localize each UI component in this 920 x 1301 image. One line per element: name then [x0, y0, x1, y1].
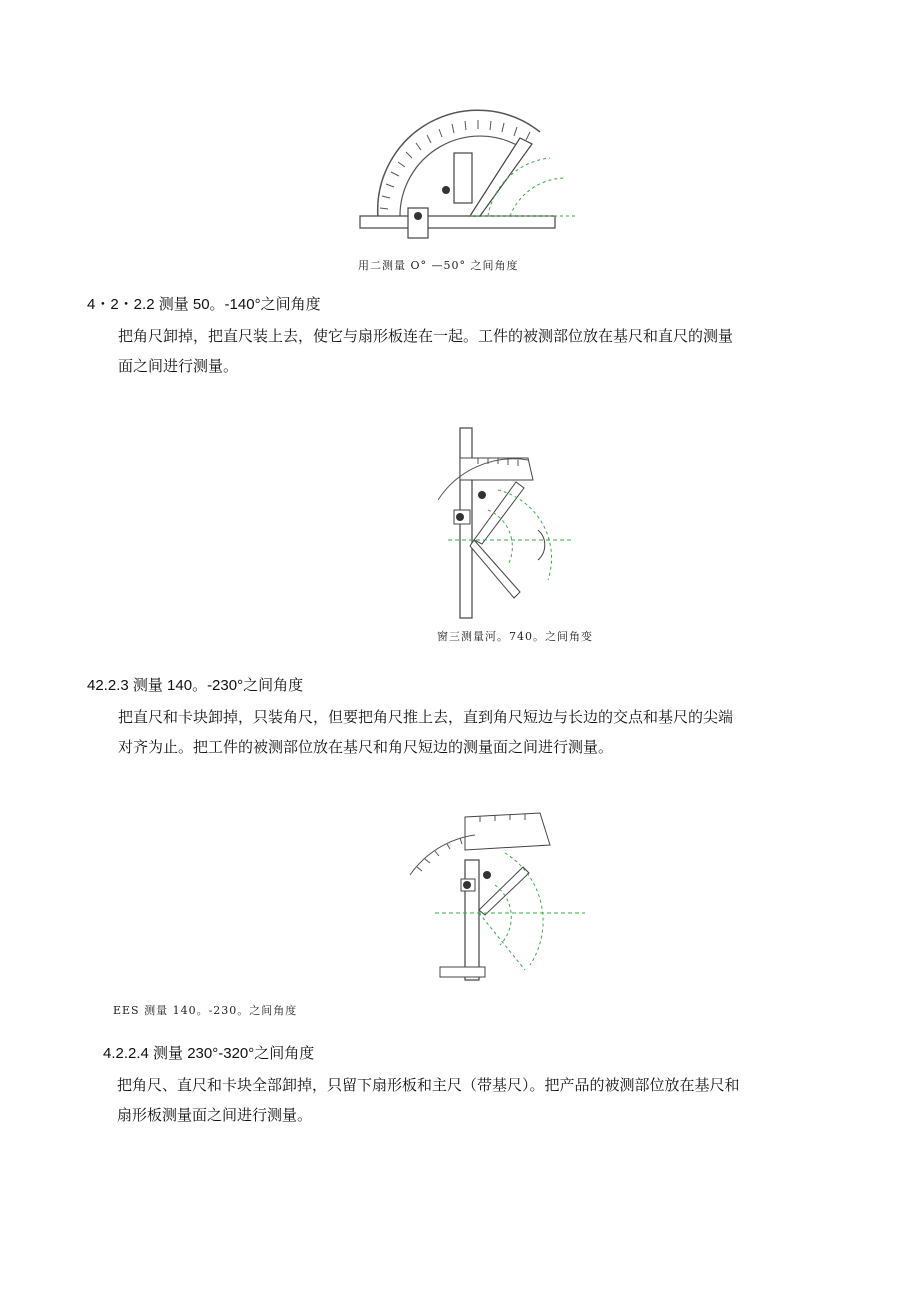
figure-1-caption: 用二测量 O° —50° 之间角度 [358, 259, 519, 272]
protractor-figure-3 [405, 805, 590, 985]
section-heading-4-2-2-2: 4・2・2.2 测量 50。-140°之间角度 [87, 296, 321, 313]
section-paragraph-4-2-2-2 [118, 321, 838, 381]
paragraph-line: 把直尺和卡块卸掉，只装角尺，但要把角尺推上去，直到角尺短边与长边的交点和基尺的尖端 [118, 708, 734, 726]
section-paragraph-4-2-2-3 [118, 702, 838, 762]
figure-2-caption: 窗三测量河。740。之间角变 [437, 630, 593, 643]
protractor-figure-1 [350, 108, 590, 243]
section-heading-4-2-2-4: 4.2.2.4 测量 230°-320°之间角度 [103, 1045, 315, 1062]
figure-3-caption: EES 测量 140。-230。之间角度 [113, 1004, 298, 1017]
protractor-figure-2 [438, 420, 578, 625]
paragraph-line: 面之间进行测量。 [118, 357, 239, 375]
paragraph-line: 扇形板测量面之间进行测量。 [117, 1106, 313, 1124]
section-paragraph-4-2-2-4 [117, 1070, 847, 1130]
section-heading-4-2-2-3: 42.2.3 测量 140。-230°之间角度 [87, 677, 304, 694]
paragraph-line: 把角尺卸掉，把直尺装上去，使它与扇形板连在一起。工件的被测部位放在基尺和直尺的测量 [118, 327, 734, 345]
paragraph-line: 把角尺、直尺和卡块全部卸掉，只留下扇形板和主尺（带基尺）。把产品的被测部位放在基尺和 [117, 1076, 740, 1094]
paragraph-line: 对齐为止。把工件的被测部位放在基尺和角尺短边的测量面之间进行测量。 [118, 738, 614, 756]
